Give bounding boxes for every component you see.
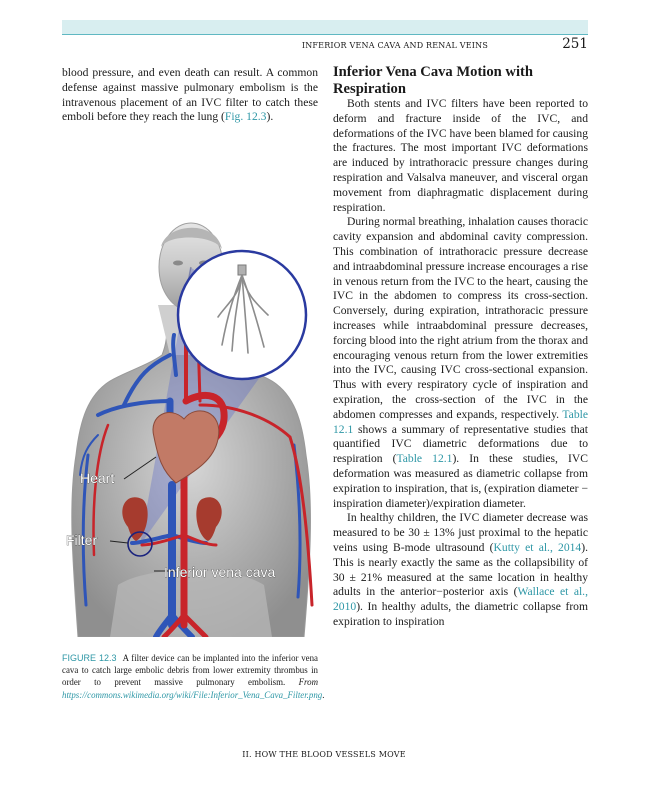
intro-text: blood pressure, and even death can result. A common defense against massive pulmonary embolism is the intravenous placement of an IVC filter to catch these emboli before they reach the lung (	[62, 66, 318, 124]
left-column-text	[62, 66, 318, 125]
running-head: INFERIOR VENA CAVA AND RENAL VEINS	[301, 41, 488, 50]
left-eye	[173, 261, 183, 266]
paragraph-3	[333, 511, 588, 629]
intro-paragraph	[62, 66, 318, 125]
table-ref-link-2[interactable]: Table 12.1	[396, 452, 453, 466]
ivc-label: Inferior vena cava	[164, 564, 276, 580]
table-ref-link-1[interactable]: Table 12.1	[333, 407, 588, 436]
header-band	[62, 20, 588, 34]
page-footer: II. HOW THE BLOOD VESSELS MOVE	[242, 750, 406, 759]
right-column-text	[333, 97, 588, 630]
caption-from: From	[298, 677, 319, 688]
caption-end: .	[322, 689, 325, 700]
figure-ref-link[interactable]: Fig. 12.3	[224, 110, 267, 124]
heart-label: Heart	[80, 470, 115, 486]
page-number: 251	[562, 36, 588, 52]
citation-link-kutty[interactable]: Kutty et al., 2014	[493, 540, 582, 554]
figure-caption	[62, 652, 325, 701]
filter-label: Filter	[66, 532, 98, 548]
p2-text-a: During normal breathing, inhalation causes thoracic cavity expansion and abdominal cavity compression. This combination of intrathoracic pressure decrease and intraabdominal pressure increase encourages a rise in venous return from the IVC to the heart, causing the IVC in the abdomen to compress its cross-section. Conversely, during expiration, intrathoracic pressure increases while intraabdominal pressure decreases, forcing blood into the right atrium from the thorax and encouraging venous return from the lower extremities into the IVC, causing IVC cross-sectional expansion. Thus with every respiratory cycle of inspiration and expiration, the cross-section of the IVC in the abdomen compresses and expands, respectively.	[333, 215, 588, 421]
pelvis	[110, 570, 272, 637]
section-title: Inferior Vena Cava Motion with Respiration	[333, 64, 533, 97]
p2-text-c: ). In these studies, IVC deformation was measured as diametric collapse from expiration to inspiration, that is, (expiration diameter − inspiration diameter)/expiration diameter.	[333, 452, 588, 510]
intro-text-end: ).	[266, 110, 274, 124]
p3-text-a: In healthy children, the IVC diameter decrease was measured to be 30 ± 13% just proximal to the hepatic veins using B-mode ultrasound (	[333, 511, 588, 554]
ivc-filter-figure	[58, 205, 320, 637]
caption-text: A filter device can be implanted into the inferior vena cava to catch large embolic debris from lower extremity thrombus in order to prevent massive pulmonary embolism.	[62, 653, 318, 688]
caption-label: FIGURE 12.3	[62, 653, 117, 663]
p3-text-c: ). In healthy adults, the diametric collapse from expiration to inspiration	[333, 600, 588, 628]
citation-link-wallace[interactable]: Wallace et al., 2010	[333, 585, 588, 614]
header-rule	[62, 34, 588, 35]
p2-text-b: shows a summary of representative studies that quantified IVC diametric deformations due to respiration (	[333, 422, 588, 466]
paragraph-1: Both stents and IVC filters have been reported to deform and fracture inside of the IVC, and deformations of the IVC have been blamed for causing the fractures. The most important IVC deformations are induced by intrathoracic pressure changes during respiration and Valsalva maneuver, and visceral organ movement from diaphragmatic displacement during respiration.	[333, 97, 588, 214]
p3-text-b: ). This is nearly exactly the same as the collapsibility of 30 ± 21% measured at the same location in healthy adults in the anterior−posterior axis (	[333, 540, 588, 599]
paragraph-2	[333, 215, 588, 511]
caption-url-link[interactable]: https://commons.wikimedia.org/wiki/File:Inferior_Vena_Cava_Filter.png	[62, 689, 323, 700]
